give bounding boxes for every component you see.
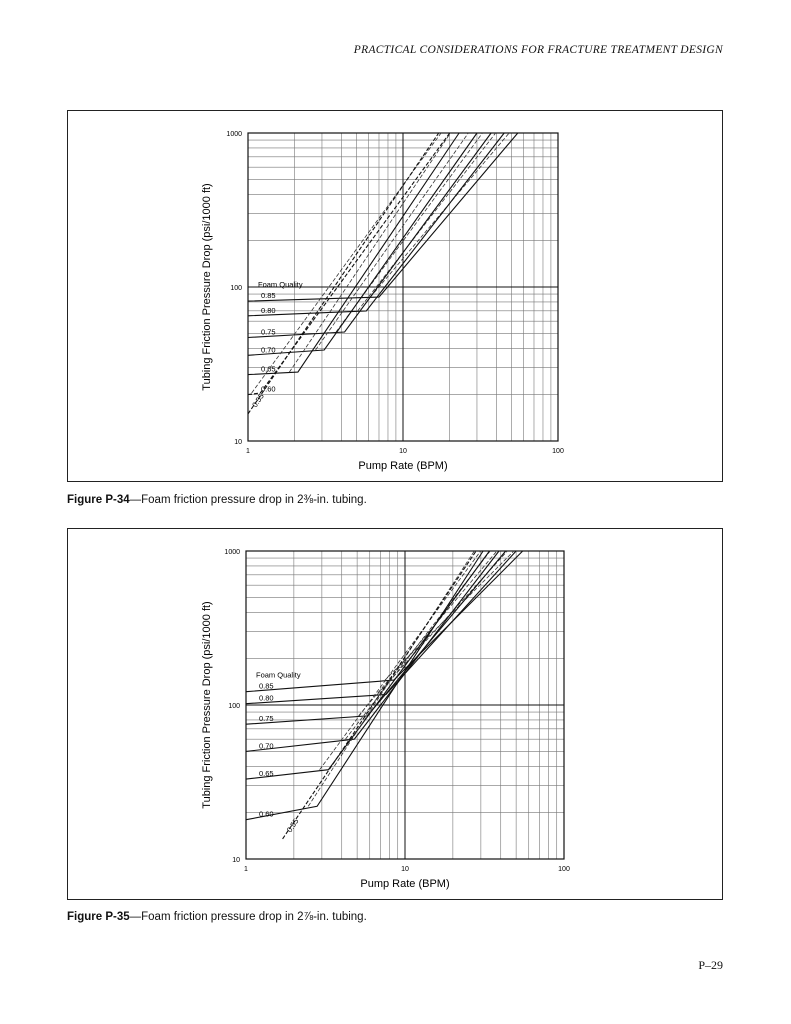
x-axis-label: Pump Rate (BPM) bbox=[358, 460, 448, 472]
series-dashed-085 bbox=[370, 133, 509, 297]
series-label: 0.80 bbox=[261, 305, 276, 315]
series-label: 0.55 bbox=[284, 816, 301, 835]
figure-p35-chart bbox=[68, 529, 722, 899]
figure-p34-frame bbox=[67, 110, 723, 482]
running-head: PRACTICAL CONSIDERATIONS FOR FRACTURE TREATMENT DESIGN bbox=[353, 44, 723, 56]
x-tick-label: 10 bbox=[399, 448, 407, 455]
series-line-060 bbox=[248, 133, 450, 395]
series-label: 0.70 bbox=[261, 345, 276, 355]
caption-label: Figure P-34 bbox=[67, 494, 130, 506]
caption-text: —Foam friction pressure drop in 2⅞-in. tubing. bbox=[129, 911, 367, 923]
series-line-065 bbox=[248, 133, 459, 375]
x-tick-label: 1 bbox=[244, 866, 248, 873]
y-tick-label: 10 bbox=[234, 439, 242, 446]
series-line-060 bbox=[246, 551, 483, 820]
x-axis-label: Pump Rate (BPM) bbox=[360, 878, 450, 890]
caption-text: —Foam friction pressure drop in 2⅜-in. tubing. bbox=[129, 494, 367, 506]
y-tick-label: 10 bbox=[232, 857, 240, 864]
y-tick-label: 1000 bbox=[224, 549, 240, 556]
legend-title: Foam Quality bbox=[258, 280, 303, 290]
x-tick-label: 100 bbox=[552, 448, 564, 455]
series-dashed-065 bbox=[320, 551, 481, 770]
series-label: 0.85 bbox=[259, 681, 274, 691]
series-line-085 bbox=[248, 133, 518, 301]
page-number: P–29 bbox=[698, 958, 723, 972]
series-line-070 bbox=[248, 133, 477, 355]
series-label: 0.80 bbox=[259, 693, 274, 703]
series-label: 0.55 bbox=[250, 391, 266, 410]
y-tick-label: 1000 bbox=[226, 131, 242, 138]
series-label: 0.60 bbox=[259, 809, 274, 819]
series-label: 0.70 bbox=[259, 741, 274, 751]
series-label: 0.65 bbox=[261, 364, 276, 374]
series-dashed-060 bbox=[252, 133, 441, 393]
caption-label: Figure P-35 bbox=[67, 911, 130, 923]
y-axis-label: Tubing Friction Pressure Drop (psi/1000 ft) bbox=[201, 601, 213, 809]
series-label: 0.75 bbox=[259, 714, 274, 724]
figure-p34-caption bbox=[67, 494, 367, 506]
series-dashed-065 bbox=[289, 133, 450, 372]
series-dashed-060 bbox=[308, 551, 474, 806]
x-tick-label: 100 bbox=[558, 866, 570, 873]
y-axis-label: Tubing Friction Pressure Drop (psi/1000 ft) bbox=[201, 183, 213, 391]
series-dashed-075 bbox=[359, 551, 497, 716]
y-tick-label: 100 bbox=[228, 703, 240, 710]
figure-p35-caption bbox=[67, 911, 367, 923]
series-label: 0.85 bbox=[261, 291, 276, 301]
x-tick-label: 10 bbox=[401, 866, 409, 873]
figure-p35-frame bbox=[67, 528, 723, 900]
series-label: 0.75 bbox=[261, 327, 276, 337]
series-line-055 bbox=[248, 133, 439, 414]
series-label: 0.60 bbox=[261, 384, 276, 394]
series-dashed-070 bbox=[316, 133, 469, 350]
series-dashed-080 bbox=[358, 133, 496, 311]
legend-title: Foam Quality bbox=[256, 670, 301, 680]
grid bbox=[246, 551, 564, 859]
series-label: 0.65 bbox=[259, 769, 274, 779]
y-tick-label: 100 bbox=[230, 285, 242, 292]
x-tick-label: 1 bbox=[246, 448, 250, 455]
figure-p34-chart bbox=[68, 111, 722, 481]
